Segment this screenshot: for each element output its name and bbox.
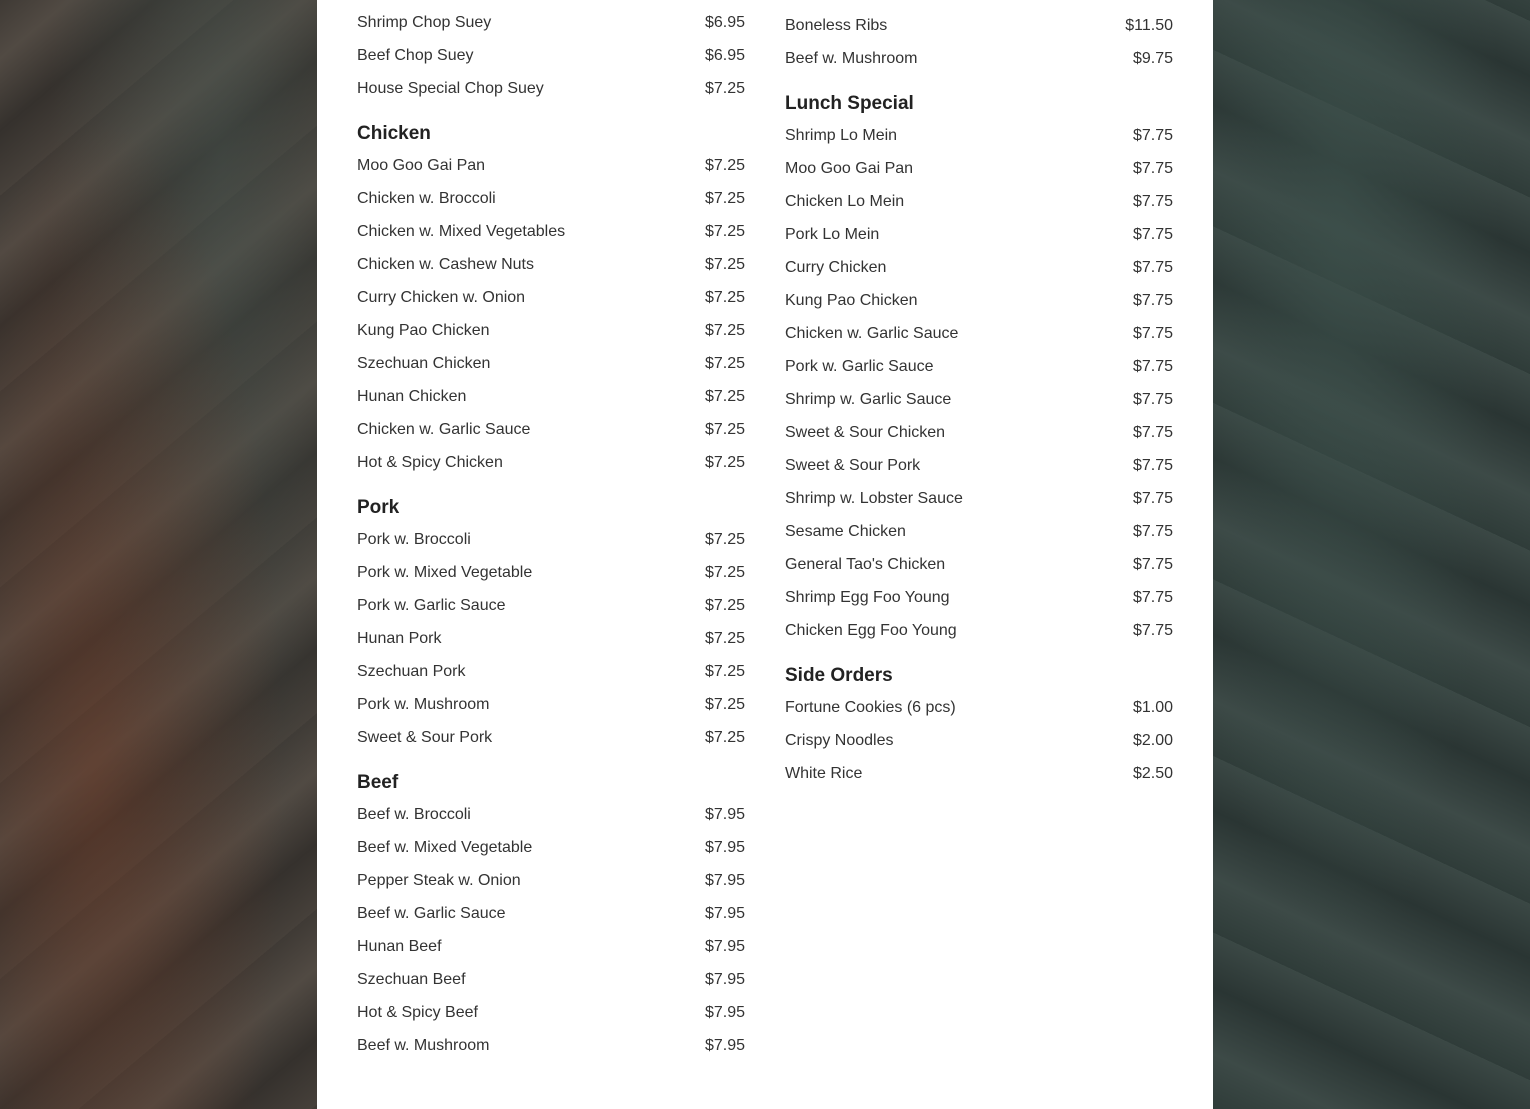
menu-item — [785, 383, 1173, 416]
menu-item-name: Kung Pao Chicken — [357, 322, 490, 339]
menu-item-price: $7.75 — [1132, 589, 1173, 606]
menu-item-price: $7.25 — [704, 663, 745, 680]
menu-item-name: Curry Chicken — [785, 259, 887, 276]
menu-item — [785, 757, 1173, 790]
menu-item — [357, 72, 745, 105]
menu-item-name: Shrimp Egg Foo Young — [785, 589, 950, 606]
menu-item-name: Hunan Chicken — [357, 388, 467, 405]
menu-section — [785, 0, 1173, 75]
menu-item-price: $7.75 — [1132, 358, 1173, 375]
menu-item-price: $7.75 — [1132, 556, 1173, 573]
menu-item-name: Szechuan Pork — [357, 663, 466, 680]
menu-item-price: $7.75 — [1132, 490, 1173, 507]
menu-item — [357, 589, 745, 622]
menu-item-name: Curry Chicken w. Onion — [357, 289, 526, 306]
menu-item-price: $2.50 — [1132, 765, 1173, 782]
menu-item-name: Sweet & Sour Pork — [785, 457, 921, 474]
menu-item — [357, 380, 745, 413]
menu-item-name: White Rice — [785, 765, 863, 782]
menu-item-price: $7.95 — [704, 1037, 745, 1054]
menu-item — [785, 449, 1173, 482]
menu-item — [357, 149, 745, 182]
menu-item — [785, 515, 1173, 548]
menu-item — [357, 897, 745, 930]
menu-item — [785, 416, 1173, 449]
menu-item-price: $7.25 — [704, 421, 745, 438]
menu-item-price: $7.25 — [704, 223, 745, 240]
background-photo-left — [0, 0, 317, 1109]
menu-item — [357, 523, 745, 556]
menu-item-name — [785, 0, 964, 9]
background-photo-right — [1213, 0, 1530, 1109]
menu-item-name: Pork Lo Mein — [785, 226, 880, 243]
section-title: Lunch Special — [785, 93, 914, 114]
menu-item-name: General Tao's Chicken — [785, 556, 946, 573]
menu-item — [357, 622, 745, 655]
menu-item-name: Beef w. Mushroom — [357, 1037, 490, 1054]
menu-item-price: $7.95 — [704, 806, 745, 823]
menu-item — [357, 721, 745, 754]
menu-item — [357, 182, 745, 215]
menu-item-name: Pork w. Mushroom — [357, 696, 490, 713]
menu-item — [357, 248, 745, 281]
menu-item-name: House Special Chop Suey — [357, 80, 544, 97]
menu-item — [785, 614, 1173, 647]
menu-item-price: $7.25 — [704, 190, 745, 207]
menu-item-price: $7.95 — [704, 938, 745, 955]
menu-item-price: $7.75 — [1132, 193, 1173, 210]
menu-item-name: Moo Goo Gai Pan — [357, 157, 486, 174]
menu-item — [357, 798, 745, 831]
menu-item — [785, 0, 1173, 9]
menu-item-price — [1133, 0, 1173, 9]
menu-item-price: $6.95 — [704, 47, 745, 64]
menu-item-name: Pepper Steak w. Onion — [357, 872, 521, 889]
menu-section — [785, 89, 1173, 647]
menu-item-name: Szechuan Beef — [357, 971, 466, 988]
menu-section — [357, 768, 745, 1062]
menu-item-price: $7.25 — [704, 454, 745, 471]
menu-item-price: $7.75 — [1132, 457, 1173, 474]
menu-item-price: $7.95 — [704, 839, 745, 856]
menu-item — [785, 9, 1173, 42]
menu-item — [357, 996, 745, 1029]
menu-item-price: $7.25 — [704, 80, 745, 97]
menu-item-name: Shrimp w. Lobster Sauce — [785, 490, 963, 507]
menu-item — [357, 215, 745, 248]
menu-item-price: $2.00 — [1132, 732, 1173, 749]
section-title: Beef — [357, 772, 399, 793]
menu-item-price: $7.95 — [704, 1004, 745, 1021]
menu-item-price: $7.75 — [1132, 424, 1173, 441]
menu-item — [785, 284, 1173, 317]
menu-item-name: Chicken w. Mixed Vegetables — [357, 223, 566, 240]
menu-item — [785, 691, 1173, 724]
menu-item-name: Chicken w. Broccoli — [357, 190, 496, 207]
menu-section — [785, 661, 1173, 790]
menu-item — [357, 963, 745, 996]
menu-item-price: $7.25 — [704, 696, 745, 713]
menu-item-price: $7.25 — [704, 289, 745, 306]
menu-column-right — [785, 0, 1173, 790]
menu-item — [785, 317, 1173, 350]
menu-item-name: Shrimp w. Garlic Sauce — [785, 391, 952, 408]
menu-item-name: Beef w. Garlic Sauce — [357, 905, 506, 922]
menu-section — [357, 119, 745, 479]
menu-item-name: Beef w. Mushroom — [785, 50, 918, 67]
menu-item — [357, 347, 745, 380]
menu-item-price: $7.25 — [704, 256, 745, 273]
menu-item — [357, 556, 745, 589]
menu-item — [357, 1029, 745, 1062]
menu-item-price: $7.75 — [1132, 325, 1173, 342]
menu-item-price: $7.75 — [1132, 622, 1173, 639]
menu-item — [785, 119, 1173, 152]
menu-item-price: $9.75 — [1132, 50, 1173, 67]
menu-item-price: $7.75 — [1132, 523, 1173, 540]
menu-item-price: $7.95 — [704, 905, 745, 922]
menu-item — [785, 185, 1173, 218]
menu-item-name: Shrimp Chop Suey — [357, 14, 492, 31]
section-title: Pork — [357, 497, 400, 518]
menu-item-name: Chicken w. Garlic Sauce — [357, 421, 531, 438]
menu-item-name: Pork w. Mixed Vegetable — [357, 564, 533, 581]
menu-item-price: $6.95 — [704, 14, 745, 31]
menu-item-name: Hot & Spicy Beef — [357, 1004, 478, 1021]
section-title: Side Orders — [785, 665, 893, 686]
menu-item — [357, 39, 745, 72]
menu-item-price: $7.75 — [1132, 292, 1173, 309]
menu-item-name: Crispy Noodles — [785, 732, 894, 749]
menu-item-price: $7.95 — [704, 872, 745, 889]
menu-item-name: Moo Goo Gai Pan — [785, 160, 914, 177]
menu-item-price: $7.25 — [704, 388, 745, 405]
menu-item-name: Hot & Spicy Chicken — [357, 454, 503, 471]
menu-item — [785, 548, 1173, 581]
menu-item-name: Fortune Cookies (6 pcs) — [785, 699, 956, 716]
menu-item-price: $7.95 — [704, 971, 745, 988]
menu-item-price: $7.25 — [704, 531, 745, 548]
menu-item-price: $7.75 — [1132, 391, 1173, 408]
menu-item-price: $7.75 — [1132, 160, 1173, 177]
menu-item-name: Hunan Pork — [357, 630, 442, 647]
menu-item-name: Beef w. Broccoli — [357, 806, 471, 823]
menu-item-name: Pork w. Garlic Sauce — [785, 358, 934, 375]
menu-item — [785, 218, 1173, 251]
menu-item — [357, 446, 745, 479]
menu-item — [785, 42, 1173, 75]
menu-item — [357, 831, 745, 864]
menu-item-price: $7.25 — [704, 729, 745, 746]
menu-item — [785, 152, 1173, 185]
menu-item-name: Beef Chop Suey — [357, 47, 474, 64]
menu-item — [357, 6, 745, 39]
menu-item — [357, 864, 745, 897]
menu-item — [357, 655, 745, 688]
menu-item-name: Sweet & Sour Chicken — [785, 424, 946, 441]
menu-item — [785, 251, 1173, 284]
menu-item — [357, 413, 745, 446]
menu-item — [785, 724, 1173, 757]
menu-item-price: $7.25 — [704, 322, 745, 339]
menu-item-price: $7.25 — [704, 597, 745, 614]
menu-item — [785, 581, 1173, 614]
menu-panel — [317, 0, 1213, 1109]
menu-item-name: Boneless Ribs — [785, 17, 888, 34]
menu-item-name: Szechuan Chicken — [357, 355, 491, 372]
menu-item-price: $7.25 — [704, 157, 745, 174]
section-title: Chicken — [357, 123, 431, 144]
menu-item-price: $7.75 — [1132, 127, 1173, 144]
menu-item-name: Pork w. Garlic Sauce — [357, 597, 506, 614]
menu-item-name: Chicken Lo Mein — [785, 193, 905, 210]
menu-item-name: Shrimp Lo Mein — [785, 127, 898, 144]
menu-item — [357, 314, 745, 347]
menu-item — [357, 930, 745, 963]
menu-item — [785, 482, 1173, 515]
menu-item-price: $7.75 — [1132, 259, 1173, 276]
menu-item-name: Sesame Chicken — [785, 523, 906, 540]
menu-item-name: Pork w. Broccoli — [357, 531, 471, 548]
menu-item-name: Chicken Egg Foo Young — [785, 622, 957, 639]
menu-item — [357, 281, 745, 314]
menu-section — [357, 0, 745, 105]
menu-item-name: Chicken w. Cashew Nuts — [357, 256, 534, 273]
menu-item-name: Kung Pao Chicken — [785, 292, 918, 309]
menu-item-price: $7.75 — [1132, 226, 1173, 243]
menu-item-price: $11.50 — [1125, 17, 1173, 34]
menu-section — [357, 493, 745, 754]
menu-item-price: $1.00 — [1132, 699, 1173, 716]
menu-item-name: Chicken w. Garlic Sauce — [785, 325, 959, 342]
menu-item-price: $7.25 — [704, 564, 745, 581]
menu-item-name: Sweet & Sour Pork — [357, 729, 493, 746]
menu-item-name: Hunan Beef — [357, 938, 442, 955]
menu-item-price: $7.25 — [704, 630, 745, 647]
menu-item — [357, 688, 745, 721]
menu-item-price: $7.25 — [704, 355, 745, 372]
menu-item — [785, 350, 1173, 383]
menu-column-left — [357, 0, 745, 1062]
menu-item-name: Beef w. Mixed Vegetable — [357, 839, 533, 856]
